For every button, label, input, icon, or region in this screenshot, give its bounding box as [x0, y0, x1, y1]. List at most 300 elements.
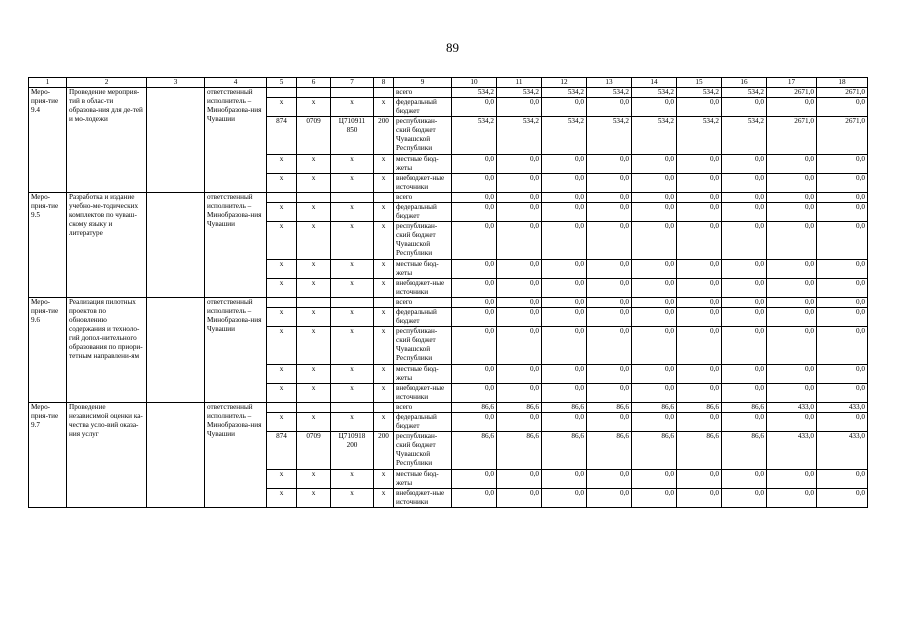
expense-type-code: 200: [374, 432, 394, 470]
amount-cell: 0,0: [497, 98, 542, 117]
amount-cell: 86,6: [452, 432, 497, 470]
amount-cell: 0,0: [722, 222, 767, 260]
amount-cell: 0,0: [587, 203, 632, 222]
amount-cell: 0,0: [817, 279, 868, 298]
expense-type-code: [374, 193, 394, 203]
table-body: [29, 78, 868, 508]
amount-cell: 0,0: [677, 279, 722, 298]
amount-cell: 86,6: [632, 403, 677, 413]
amount-cell: 0,0: [632, 384, 677, 403]
amount-cell: 0,0: [677, 98, 722, 117]
event-code: Меро-прия-тие 9.4: [29, 88, 67, 193]
amount-cell: 0,0: [632, 489, 677, 508]
grbs-code: x: [267, 203, 297, 222]
grbs-code: [267, 193, 297, 203]
table-row: [29, 403, 868, 413]
amount-cell: 0,0: [452, 222, 497, 260]
funding-source: федеральный бюджет: [394, 308, 452, 327]
amount-cell: 0,0: [767, 155, 817, 174]
amount-cell: 0,0: [767, 365, 817, 384]
grbs-code: x: [267, 365, 297, 384]
event-executor: ответственный исполнитель – Минобразова-ния Чувашии: [205, 298, 267, 403]
expense-type-code: [374, 403, 394, 413]
section-code: [297, 88, 331, 98]
amount-cell: 0,0: [542, 193, 587, 203]
amount-cell: 86,6: [497, 403, 542, 413]
amount-cell: 0,0: [767, 470, 817, 489]
amount-cell: 0,0: [767, 489, 817, 508]
amount-cell: 0,0: [817, 413, 868, 432]
amount-cell: 0,0: [817, 384, 868, 403]
target-article-code: x: [331, 489, 374, 508]
section-code: x: [297, 222, 331, 260]
header-cell: 6: [297, 78, 331, 88]
amount-cell: 0,0: [587, 327, 632, 365]
header-cell: 7: [331, 78, 374, 88]
amount-cell: 2671,0: [817, 117, 868, 155]
funding-source: внебюджет-ные источники: [394, 279, 452, 298]
grbs-code: x: [267, 260, 297, 279]
amount-cell: 0,0: [632, 260, 677, 279]
grbs-code: [267, 403, 297, 413]
amount-cell: 0,0: [587, 98, 632, 117]
event-executor: ответственный исполнитель – Минобразова-ния Чувашии: [205, 403, 267, 508]
target-article-code: [331, 403, 374, 413]
amount-cell: 0,0: [722, 203, 767, 222]
amount-cell: 0,0: [452, 193, 497, 203]
expense-type-code: x: [374, 413, 394, 432]
page-number: 89: [446, 40, 459, 55]
expense-type-code: x: [374, 222, 394, 260]
expense-type-code: x: [374, 384, 394, 403]
grbs-code: x: [267, 279, 297, 298]
funding-source: всего: [394, 193, 452, 203]
expense-type-code: x: [374, 174, 394, 193]
amount-cell: 0,0: [587, 222, 632, 260]
amount-cell: 0,0: [452, 260, 497, 279]
section-code: x: [297, 279, 331, 298]
amount-cell: 534,2: [632, 117, 677, 155]
amount-cell: 0,0: [632, 98, 677, 117]
amount-cell: 0,0: [632, 365, 677, 384]
expense-type-code: x: [374, 98, 394, 117]
amount-cell: 0,0: [542, 174, 587, 193]
amount-cell: 0,0: [817, 155, 868, 174]
event-name: Проведение независимой оценки ка-чества усло-вий оказа-ния услуг: [67, 403, 147, 508]
amount-cell: 0,0: [632, 413, 677, 432]
amount-cell: 433,0: [817, 432, 868, 470]
amount-cell: 0,0: [817, 308, 868, 327]
funding-source: внебюджет-ные источники: [394, 174, 452, 193]
amount-cell: 0,0: [497, 327, 542, 365]
expense-type-code: x: [374, 260, 394, 279]
amount-cell: 433,0: [817, 403, 868, 413]
amount-cell: 0,0: [452, 155, 497, 174]
funding-source: федеральный бюджет: [394, 98, 452, 117]
amount-cell: 0,0: [677, 298, 722, 308]
header-cell: 11: [497, 78, 542, 88]
amount-cell: 0,0: [677, 384, 722, 403]
amount-cell: 0,0: [677, 308, 722, 327]
funding-source: республикан-ский бюджет Чувашской Республики: [394, 222, 452, 260]
funding-source: всего: [394, 403, 452, 413]
amount-cell: 0,0: [542, 155, 587, 174]
amount-cell: 0,0: [542, 489, 587, 508]
amount-cell: 0,0: [677, 222, 722, 260]
target-article-code: x: [331, 413, 374, 432]
amount-cell: 534,2: [587, 88, 632, 98]
grbs-code: x: [267, 327, 297, 365]
amount-cell: 0,0: [722, 98, 767, 117]
grbs-code: x: [267, 413, 297, 432]
amount-cell: 0,0: [677, 413, 722, 432]
amount-cell: 0,0: [452, 489, 497, 508]
amount-cell: 0,0: [817, 98, 868, 117]
amount-cell: 0,0: [452, 298, 497, 308]
amount-cell: 534,2: [722, 88, 767, 98]
funding-source: всего: [394, 298, 452, 308]
amount-cell: 0,0: [587, 193, 632, 203]
section-code: x: [297, 308, 331, 327]
amount-cell: 0,0: [677, 193, 722, 203]
amount-cell: 0,0: [817, 298, 868, 308]
event-executor: ответственный исполнитель – Минобразова-ния Чувашии: [205, 88, 267, 193]
amount-cell: 0,0: [767, 203, 817, 222]
target-article-code: x: [331, 222, 374, 260]
amount-cell: 86,6: [632, 432, 677, 470]
event-code: Меро-прия-тие 9.6: [29, 298, 67, 403]
event-name: Проведение мероприя-тий в облас-ти образова-ния для де-тей и мо-лодежи: [67, 88, 147, 193]
target-article-code: x: [331, 279, 374, 298]
amount-cell: 0,0: [542, 260, 587, 279]
funding-source: местные бюд-жеты: [394, 365, 452, 384]
amount-cell: 0,0: [452, 470, 497, 489]
grbs-code: 874: [267, 432, 297, 470]
funding-source: республикан-ский бюджет Чувашской Республики: [394, 117, 452, 155]
amount-cell: 0,0: [542, 222, 587, 260]
target-article-code: x: [331, 365, 374, 384]
amount-cell: 0,0: [587, 174, 632, 193]
amount-cell: 0,0: [817, 222, 868, 260]
amount-cell: 0,0: [542, 98, 587, 117]
amount-cell: 86,6: [587, 432, 632, 470]
amount-cell: 86,6: [542, 403, 587, 413]
event-executor: ответственный исполнитель – Минобразова-ния Чувашии: [205, 193, 267, 298]
amount-cell: 0,0: [767, 308, 817, 327]
amount-cell: 534,2: [497, 88, 542, 98]
amount-cell: 534,2: [542, 117, 587, 155]
amount-cell: 0,0: [677, 327, 722, 365]
amount-cell: 2671,0: [817, 88, 868, 98]
amount-cell: 0,0: [632, 298, 677, 308]
amount-cell: 0,0: [497, 260, 542, 279]
amount-cell: 0,0: [722, 298, 767, 308]
amount-cell: 0,0: [632, 470, 677, 489]
amount-cell: 0,0: [767, 174, 817, 193]
amount-cell: 0,0: [497, 384, 542, 403]
header-cell: 15: [677, 78, 722, 88]
header-cell: 3: [147, 78, 205, 88]
grbs-code: x: [267, 384, 297, 403]
expense-type-code: x: [374, 155, 394, 174]
target-article-code: x: [331, 327, 374, 365]
amount-cell: 534,2: [677, 88, 722, 98]
section-code: x: [297, 489, 331, 508]
header-cell: 2: [67, 78, 147, 88]
amount-cell: 86,6: [677, 403, 722, 413]
header-cell: 8: [374, 78, 394, 88]
amount-cell: 0,0: [632, 222, 677, 260]
amount-cell: 0,0: [767, 193, 817, 203]
section-code: [297, 193, 331, 203]
amount-cell: 0,0: [587, 489, 632, 508]
amount-cell: 0,0: [542, 308, 587, 327]
amount-cell: 0,0: [632, 155, 677, 174]
amount-cell: 0,0: [722, 308, 767, 327]
header-cell: 5: [267, 78, 297, 88]
header-cell: 18: [817, 78, 868, 88]
amount-cell: 86,6: [452, 403, 497, 413]
table-row: [29, 193, 868, 203]
target-article-code: [331, 88, 374, 98]
amount-cell: 0,0: [767, 222, 817, 260]
funding-source: республикан-ский бюджет Чувашской Республики: [394, 432, 452, 470]
target-article-code: x: [331, 155, 374, 174]
grbs-code: 874: [267, 117, 297, 155]
header-cell: 14: [632, 78, 677, 88]
amount-cell: 534,2: [587, 117, 632, 155]
amount-cell: 0,0: [677, 260, 722, 279]
amount-cell: 0,0: [767, 384, 817, 403]
funding-source: федеральный бюджет: [394, 203, 452, 222]
amount-cell: 0,0: [542, 327, 587, 365]
amount-cell: 0,0: [452, 174, 497, 193]
header-cell: 17: [767, 78, 817, 88]
header-cell: 9: [394, 78, 452, 88]
expense-type-code: x: [374, 203, 394, 222]
expense-type-code: x: [374, 470, 394, 489]
event-name: Разработка и издание учебно-ме-тодических комплектов по чуваш-скому языку и литературе: [67, 193, 147, 298]
amount-cell: 86,6: [587, 403, 632, 413]
amount-cell: 0,0: [767, 327, 817, 365]
section-code: [297, 403, 331, 413]
section-code: x: [297, 327, 331, 365]
amount-cell: 0,0: [722, 327, 767, 365]
amount-cell: 0,0: [452, 203, 497, 222]
amount-cell: 0,0: [497, 222, 542, 260]
amount-cell: 0,0: [587, 413, 632, 432]
amount-cell: 0,0: [542, 279, 587, 298]
amount-cell: 0,0: [452, 327, 497, 365]
amount-cell: 0,0: [497, 203, 542, 222]
section-code: x: [297, 470, 331, 489]
header-cell: 1: [29, 78, 67, 88]
amount-cell: 0,0: [722, 155, 767, 174]
amount-cell: 0,0: [452, 279, 497, 298]
section-code: x: [297, 155, 331, 174]
amount-cell: 0,0: [767, 260, 817, 279]
amount-cell: 534,2: [452, 88, 497, 98]
amount-cell: 0,0: [632, 327, 677, 365]
expense-type-code: x: [374, 308, 394, 327]
grbs-code: x: [267, 98, 297, 117]
grbs-code: x: [267, 222, 297, 260]
amount-cell: 0,0: [632, 174, 677, 193]
amount-cell: 0,0: [497, 308, 542, 327]
amount-cell: 0,0: [632, 193, 677, 203]
amount-cell: 0,0: [587, 298, 632, 308]
funding-source: местные бюд-жеты: [394, 260, 452, 279]
amount-cell: 2671,0: [767, 88, 817, 98]
amount-cell: 0,0: [722, 470, 767, 489]
amount-cell: 86,6: [677, 432, 722, 470]
amount-cell: 0,0: [452, 98, 497, 117]
amount-cell: 0,0: [677, 489, 722, 508]
funding-source: федеральный бюджет: [394, 413, 452, 432]
amount-cell: 0,0: [722, 174, 767, 193]
amount-cell: 534,2: [632, 88, 677, 98]
section-code: 0709: [297, 432, 331, 470]
amount-cell: 0,0: [497, 298, 542, 308]
amount-cell: 0,0: [542, 365, 587, 384]
section-code: 0709: [297, 117, 331, 155]
amount-cell: 0,0: [542, 413, 587, 432]
amount-cell: 0,0: [452, 365, 497, 384]
amount-cell: 0,0: [722, 193, 767, 203]
amount-cell: 0,0: [767, 98, 817, 117]
funding-source: республикан-ский бюджет Чувашской Республики: [394, 327, 452, 365]
event-code: Меро-прия-тие 9.7: [29, 403, 67, 508]
target-article-code: [331, 298, 374, 308]
amount-cell: 0,0: [817, 203, 868, 222]
amount-cell: 2671,0: [767, 117, 817, 155]
header-cell: 13: [587, 78, 632, 88]
funding-source: местные бюд-жеты: [394, 470, 452, 489]
amount-cell: 0,0: [452, 413, 497, 432]
expense-type-code: [374, 88, 394, 98]
amount-cell: 0,0: [817, 470, 868, 489]
amount-cell: 0,0: [587, 155, 632, 174]
target-article-code: [331, 193, 374, 203]
amount-cell: 0,0: [817, 365, 868, 384]
expense-type-code: [374, 298, 394, 308]
target-article-code: x: [331, 260, 374, 279]
section-code: [297, 298, 331, 308]
event-name: Реализация пилотных проектов по обновлению содержания и техноло-гий допол-нительного образования по приори-тетным направлени-ям: [67, 298, 147, 403]
target-article-code: x: [331, 98, 374, 117]
target-article-code: Ц710918 200: [331, 432, 374, 470]
section-code: x: [297, 260, 331, 279]
funding-source: местные бюд-жеты: [394, 155, 452, 174]
target-article-code: Ц710911 850: [331, 117, 374, 155]
amount-cell: 0,0: [632, 279, 677, 298]
grbs-code: x: [267, 308, 297, 327]
amount-cell: 0,0: [542, 384, 587, 403]
amount-cell: 433,0: [767, 432, 817, 470]
grbs-code: [267, 88, 297, 98]
amount-cell: 0,0: [632, 308, 677, 327]
expense-type-code: 200: [374, 117, 394, 155]
amount-cell: 0,0: [497, 365, 542, 384]
amount-cell: 0,0: [587, 260, 632, 279]
amount-cell: 86,6: [722, 403, 767, 413]
expense-type-code: x: [374, 327, 394, 365]
amount-cell: 0,0: [677, 174, 722, 193]
section-code: x: [297, 98, 331, 117]
amount-cell: 534,2: [722, 117, 767, 155]
amount-cell: 0,0: [452, 308, 497, 327]
table-row: [29, 298, 868, 308]
section-code: x: [297, 174, 331, 193]
expense-type-code: x: [374, 279, 394, 298]
amount-cell: 0,0: [497, 413, 542, 432]
amount-cell: 0,0: [587, 365, 632, 384]
amount-cell: 0,0: [497, 155, 542, 174]
expense-type-code: x: [374, 365, 394, 384]
section-code: x: [297, 413, 331, 432]
header-cell: 16: [722, 78, 767, 88]
amount-cell: 0,0: [497, 470, 542, 489]
amount-cell: 0,0: [677, 155, 722, 174]
amount-cell: 0,0: [767, 279, 817, 298]
event-col3: [147, 298, 205, 403]
header-row: [29, 78, 868, 88]
amount-cell: 0,0: [587, 279, 632, 298]
amount-cell: 534,2: [497, 117, 542, 155]
financing-table: [28, 77, 868, 508]
amount-cell: 0,0: [677, 203, 722, 222]
header-cell: 12: [542, 78, 587, 88]
amount-cell: 86,6: [722, 432, 767, 470]
amount-cell: 0,0: [542, 298, 587, 308]
amount-cell: 0,0: [817, 193, 868, 203]
amount-cell: 0,0: [497, 279, 542, 298]
amount-cell: 534,2: [452, 117, 497, 155]
target-article-code: x: [331, 203, 374, 222]
amount-cell: 0,0: [817, 327, 868, 365]
amount-cell: 0,0: [587, 384, 632, 403]
amount-cell: 0,0: [497, 174, 542, 193]
amount-cell: 0,0: [452, 384, 497, 403]
section-code: x: [297, 384, 331, 403]
funding-source: всего: [394, 88, 452, 98]
grbs-code: x: [267, 489, 297, 508]
amount-cell: 0,0: [817, 260, 868, 279]
header-cell: 4: [205, 78, 267, 88]
amount-cell: 0,0: [817, 489, 868, 508]
grbs-code: x: [267, 155, 297, 174]
amount-cell: 0,0: [587, 308, 632, 327]
amount-cell: 0,0: [677, 470, 722, 489]
grbs-code: x: [267, 174, 297, 193]
amount-cell: 0,0: [587, 470, 632, 489]
section-code: x: [297, 365, 331, 384]
amount-cell: 0,0: [722, 279, 767, 298]
funding-source: внебюджет-ные источники: [394, 489, 452, 508]
target-article-code: x: [331, 384, 374, 403]
target-article-code: x: [331, 174, 374, 193]
target-article-code: x: [331, 470, 374, 489]
amount-cell: 0,0: [722, 489, 767, 508]
funding-source: внебюджет-ные источники: [394, 384, 452, 403]
amount-cell: 0,0: [722, 365, 767, 384]
amount-cell: 534,2: [677, 117, 722, 155]
amount-cell: 0,0: [722, 260, 767, 279]
amount-cell: 86,6: [497, 432, 542, 470]
amount-cell: 0,0: [632, 203, 677, 222]
amount-cell: 0,0: [497, 489, 542, 508]
event-col3: [147, 88, 205, 193]
